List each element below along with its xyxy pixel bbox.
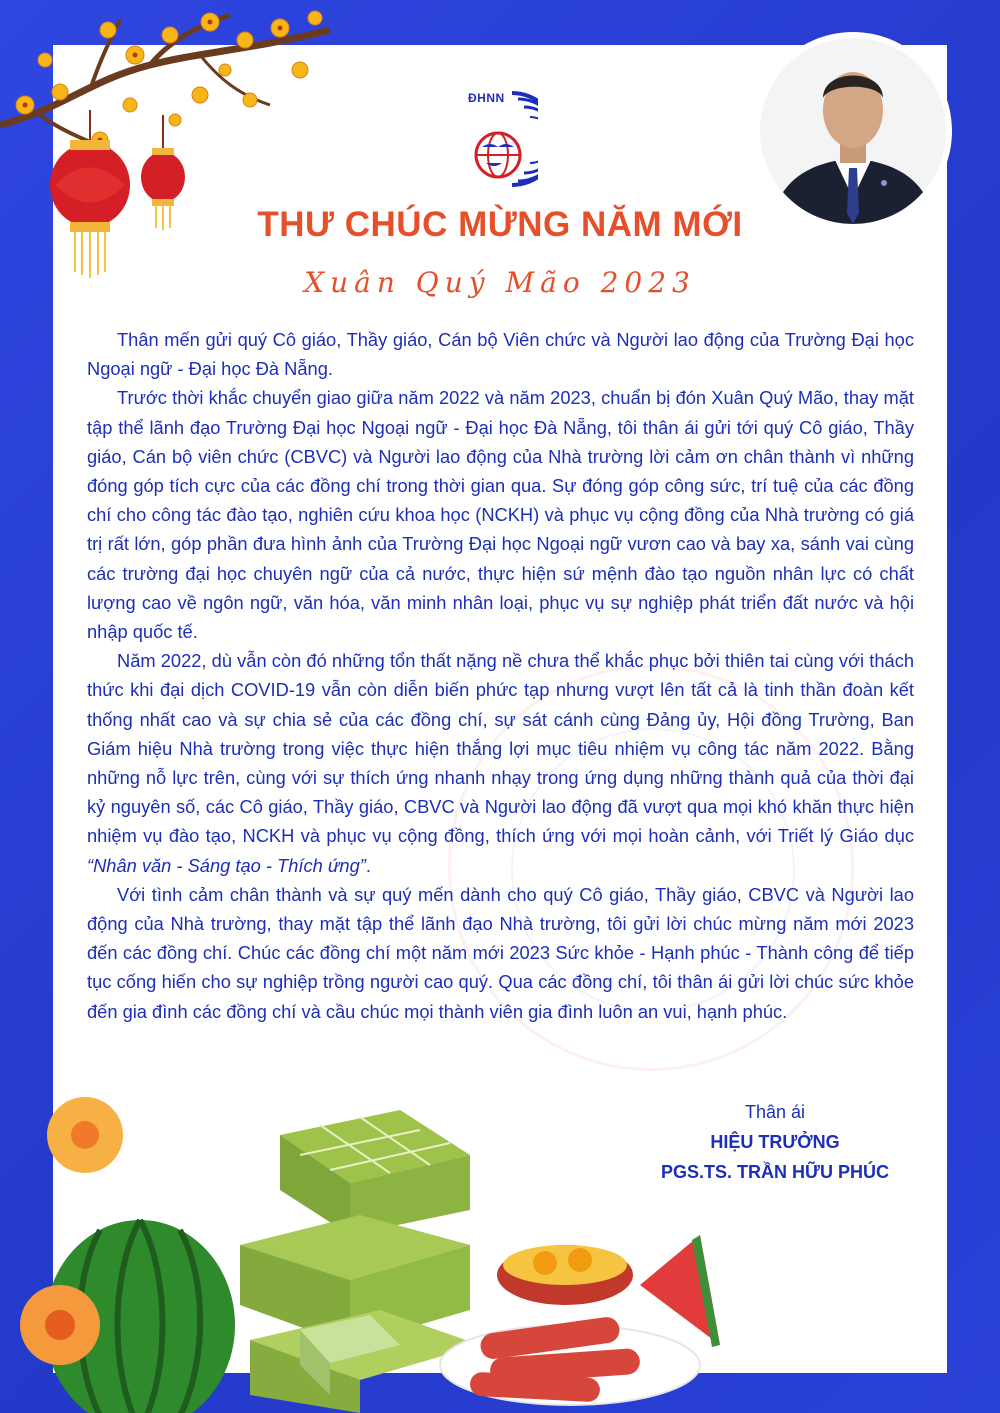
signature-role: HIỆU TRƯỞNG — [710, 1132, 840, 1152]
letter-title: THƯ CHÚC MỪNG NĂM MỚI — [257, 205, 743, 244]
letter-body — [87, 325, 914, 1026]
tet-food-illustration — [0, 1095, 720, 1413]
paragraph-3-text: Năm 2022, dù vẫn còn đó những tổn thất nặng nề chưa thể khắc phục bởi thiên tai cùng với thách thức khi đại dịch COVID-19 vẫn còn diễn biến phức tạp nhưng vượt lên tất cả là tinh thần đoàn kết thống nhất cao và sự chia sẻ của các đồng chí, sự sát cánh cùng Đảng ủy, Hội đồng Trường, Ban Giám hiệu Nhà trường trong việc thực hiện thắng lợi mục tiêu nhiệm vụ công tác năm 2022. Bằng những nỗ lực trên, cùng với sự thích ứng nhanh nhạy trong ứng dụng những thành quả của thời đại kỷ nguyên số, các Cô giáo, Thầy giáo, CBVC và Người lao động đã vượt qua mọi khó khăn thực hiện nhiệm vụ đào tạo, NCKH và phục vụ cộng đồng, thích ứng với mọi hoàn cảnh, với Triết lý Giáo dục — [87, 650, 914, 847]
letter-subtitle: Xuân Quý Mão 2023 — [304, 266, 696, 299]
watermelon-slice-icon — [640, 1235, 720, 1347]
university-logo — [468, 85, 538, 195]
blossom-branch-with-lanterns — [0, 0, 340, 290]
paragraph-4: Với tình cảm chân thành và sự quý mến dành cho quý Cô giáo, Thầy giáo, CBVC và Người lao động của Nhà trường, thay mặt tập thể lãnh đạo Nhà trường, tôi gửi lời chúc mừng năm mới 2023 đến các đồng chí. Chúc các đồng chí một năm mới 2023 Sức khỏe - Hạnh phúc - Thành công để tiếp tục cống hiến cho sự nghiệp trồng người cao quý. Qua các đồng chí, tôi thân ái gửi lời chúc sức khỏe đến gia đình các đồng chí và cầu chúc mọi thành viên gia đình luôn an vui, hạnh phúc. — [87, 883, 914, 1022]
signature-greeting: Thân ái — [744, 1102, 806, 1122]
education-philosophy-quote: “Nhân văn - Sáng tạo - Thích ứng” — [87, 854, 366, 876]
signature-name: PGS.TS. TRẦN HỮU PHÚC — [661, 1162, 889, 1182]
paragraph-3-end: . — [365, 854, 371, 876]
paragraph-3 — [87, 646, 914, 880]
principal-portrait — [760, 38, 946, 224]
paragraph-1: Thân mến gửi quý Cô giáo, Thầy giáo, Cán bộ Viên chức và Người lao động của Trường Đại học Ngoại ngữ - Đại học Đà Nẵng. — [87, 329, 914, 380]
paragraph-2: Trước thời khắc chuyển giao giữa năm 2022 và năm 2023, chuẩn bị đón Xuân Quý Mão, thay mặt tập thể lãnh đạo Trường Đại học Ngoại ngữ - Đại học Đà Nẵng, tôi thân ái gửi tới quý Cô giáo, Thầy giáo, Cán bộ viên chức (CBVC) và Người lao động của Nhà trường lời cảm ơn chân thành vì những đóng góp tích cực của các đồng chí trong thời gian qua. Sự đóng góp công sức, trí tuệ của các đồng chí cho công tác đào tạo, nghiên cứu khoa học (NCKH) và phục vụ cộng đồng của Nhà trường có giá trị rất lớn, góp phần đưa hình ảnh của Trường Đại học Ngoại ngữ vươn cao và bay xa, sánh vai cùng các trường đại học chuyên ngữ của cả nước, thực hiện sứ mệnh đào tạo nguồn nhân lực có chất lượng cao về ngôn ngữ, văn hóa, văn minh nhân loại, phục vụ sự nghiệp phát triển đất nước và hội nhập quốc tế. — [87, 387, 914, 643]
logo-text: ĐHNN — [468, 91, 505, 105]
